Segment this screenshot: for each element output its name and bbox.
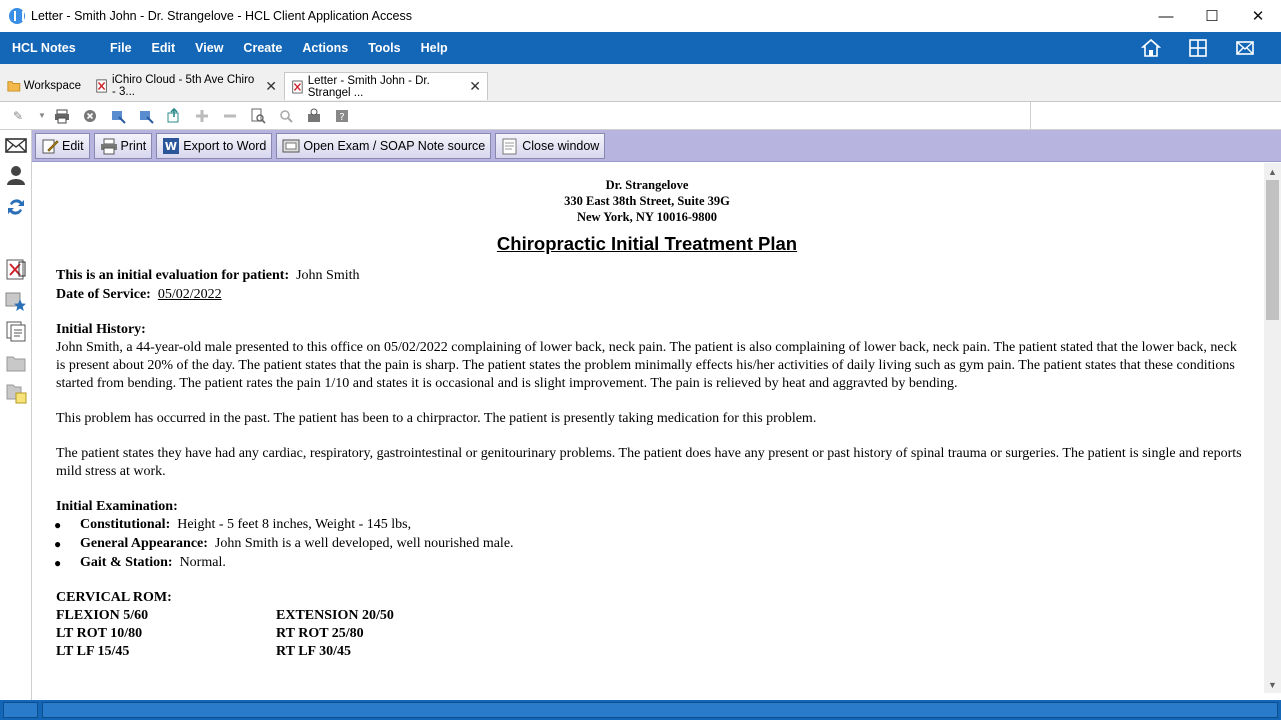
menu-tools[interactable]: Tools [368,41,401,55]
menu-help[interactable]: Help [420,41,448,55]
vertical-scrollbar[interactable] [1264,163,1281,693]
help-icon[interactable] [334,108,350,124]
collapse-icon [222,108,238,124]
contacts-icon[interactable] [5,164,27,186]
rom-left-value: LT LF 15/45 [56,644,130,659]
rom-row [56,607,1246,625]
export-button-label: Export to Word [183,138,267,153]
tab-letter[interactable] [284,72,488,100]
tab-label: Letter - Smith John - Dr. Strangel ... [307,74,430,99]
menu-actions[interactable]: Actions [302,41,349,55]
rom-row [56,643,1246,661]
history-heading: Initial History: [56,322,146,337]
tab-strip [0,64,1281,102]
mail-icon[interactable] [1235,38,1255,58]
rom-right-value: EXTENSION 20/50 [276,608,394,623]
minimize-button[interactable]: — [1158,7,1174,25]
left-sidebar [0,130,32,700]
export-to-word-button[interactable] [156,133,272,159]
menu-file[interactable]: File [110,41,132,55]
maximize-button[interactable]: ☐ [1205,8,1219,25]
word-icon [162,137,180,155]
scroll-thumb[interactable] [1266,180,1279,320]
exam-item-label: Gait & Station: [80,555,173,570]
edit-button-label: Edit [62,138,84,153]
folder-gray-icon[interactable] [5,352,27,374]
close-window-button-label: Close window [522,138,600,153]
edit-button[interactable] [35,133,90,159]
exam-item-value: Normal. [179,555,226,570]
status-segment-left[interactable] [3,702,38,718]
inbox-icon[interactable] [306,108,322,124]
rom-row [56,625,1246,643]
replicate-icon[interactable] [5,196,27,218]
scroll-up-arrow-icon[interactable]: ▲ [1268,166,1277,177]
doctor-name: Dr. Strangelove [605,178,689,192]
history-paragraph-2: This problem has occurred in the past. The patient has been to a chirpractor. The patient is presently taking medication for this problem. [56,411,817,426]
toolbar [0,102,1281,130]
favorites-icon[interactable] [5,290,27,312]
open-document-icon [282,137,300,155]
exam-item-label: General Appearance: [80,536,208,551]
expand-icon [194,108,210,124]
history-paragraph-3: The patient states they have had any cardiac, respiratory, gastrointestinal or genitourinary problems. The patient does have any present or past history of spinal trauma or surgeries. The patient is single and reports mild stress at work. [56,446,1242,479]
status-message-area[interactable] [42,702,1278,718]
eval-label: This is an initial evaluation for patient: [56,268,290,283]
dropdown-arrow-icon[interactable]: ▼ [38,111,46,120]
navigate-prev-icon[interactable] [110,108,126,124]
tab-label: Workspace [23,80,81,92]
svg-text:W: W [165,139,178,153]
exam-item-label: Constitutional: [80,517,171,532]
tab-close-icon[interactable]: ✕ [265,77,277,94]
close-window-button[interactable] [495,133,605,159]
scroll-down-arrow-icon[interactable]: ▼ [1268,679,1277,690]
window-title-bar [0,0,1281,32]
exam-item [56,535,1246,553]
rom-left-value: FLEXION 5/60 [56,608,149,623]
tab-label: iChiro Cloud - 5th Ave Chiro - 3... [111,74,255,98]
rom-right-value: RT ROT 25/80 [276,626,364,641]
databases-icon[interactable] [5,320,27,342]
new-document-icon[interactable]: ✎ [12,108,24,123]
mail-icon[interactable] [5,134,27,156]
tab-close-icon[interactable]: ✕ [469,78,481,94]
history-paragraph-1: John Smith, a 44-year-old male presented to this office on 05/02/2022 complaining of lower back, neck pain. The patient is also complaining of lower back, neck pain. The patient stated that the lower back, neck is present about 20% of the day. The patient states that the pain is sharp. The patient states the problem minimally effects his/her activities of daily living such as gym pain. The patient states that these conditions started from bending. The patient rates the pain 1/10 and states it is occasional and is slight improvement. The pain is relieved by heat and aggravted by bending. [56,340,1237,391]
navigate-up-icon[interactable] [166,108,182,124]
exam-heading: Initial Examination: [56,499,178,514]
stop-icon[interactable] [82,108,98,124]
dos-label: Date of Service: [56,287,151,302]
window-title: Letter - Smith John - Dr. Strangelove - HCL Client Application Access [31,9,412,23]
svg-text:?: ? [339,111,345,123]
document-title: Chiropractic Initial Treatment Plan [496,233,798,254]
exam-item [56,554,1246,572]
menu-create[interactable]: Create [243,41,283,55]
folder-icon [7,79,21,93]
open-exam-soap-button[interactable] [276,133,491,159]
action-bar [32,130,1281,162]
print-button[interactable] [94,133,153,159]
rom-heading: CERVICAL ROM: [56,590,172,605]
open-exam-button-label: Open Exam / SOAP Note source [303,138,486,153]
status-bar [0,700,1281,720]
printer-icon[interactable] [54,108,70,124]
rom-left-value: LT ROT 10/80 [56,626,143,641]
address-line-2: New York, NY 10016-9800 [576,210,718,224]
document-area [33,163,1264,700]
address-line-1: 330 East 38th Street, Suite 39G [564,194,730,208]
ichiro-app-icon[interactable] [5,258,27,280]
exam-item-value: John Smith is a well developed, well nourished male. [214,536,514,551]
printer-icon [100,137,118,155]
exam-item [56,516,1246,534]
tab-ichiro-cloud[interactable] [88,72,284,100]
hcl-app-icon [9,8,25,24]
close-button[interactable]: ✕ [1251,8,1265,25]
navigate-next-icon[interactable] [138,108,154,124]
menu-view[interactable]: View [195,41,224,55]
patient-line [56,267,1246,285]
notes-folder-icon[interactable] [5,382,27,404]
letterhead [56,177,1238,225]
ichiro-doc-icon [95,79,109,93]
close-document-icon [501,137,519,155]
menu-bar [0,32,1281,64]
rom-right-value: RT LF 30/45 [276,644,351,659]
brand-label: HCL Notes [12,41,76,55]
patient-name: John Smith [296,268,360,283]
home-icon[interactable] [1141,38,1161,58]
print-button-label: Print [120,138,147,153]
date-of-service-line [56,286,1246,304]
pencil-icon [41,137,59,155]
magnifier-icon [278,108,294,124]
dos-value: 05/02/2022 [157,287,222,302]
window-controls [1143,0,1281,32]
workspace-grid-icon[interactable] [1188,38,1208,58]
letter-document [56,177,1246,661]
menu-edit[interactable]: Edit [151,41,176,55]
exam-item-value: Height - 5 feet 8 inches, Weight - 145 lbs, [177,517,412,532]
toolbar-divider [1030,102,1031,130]
tab-workspace[interactable] [0,72,88,100]
search-document-icon[interactable] [250,108,266,124]
ichiro-doc-icon [291,80,305,94]
